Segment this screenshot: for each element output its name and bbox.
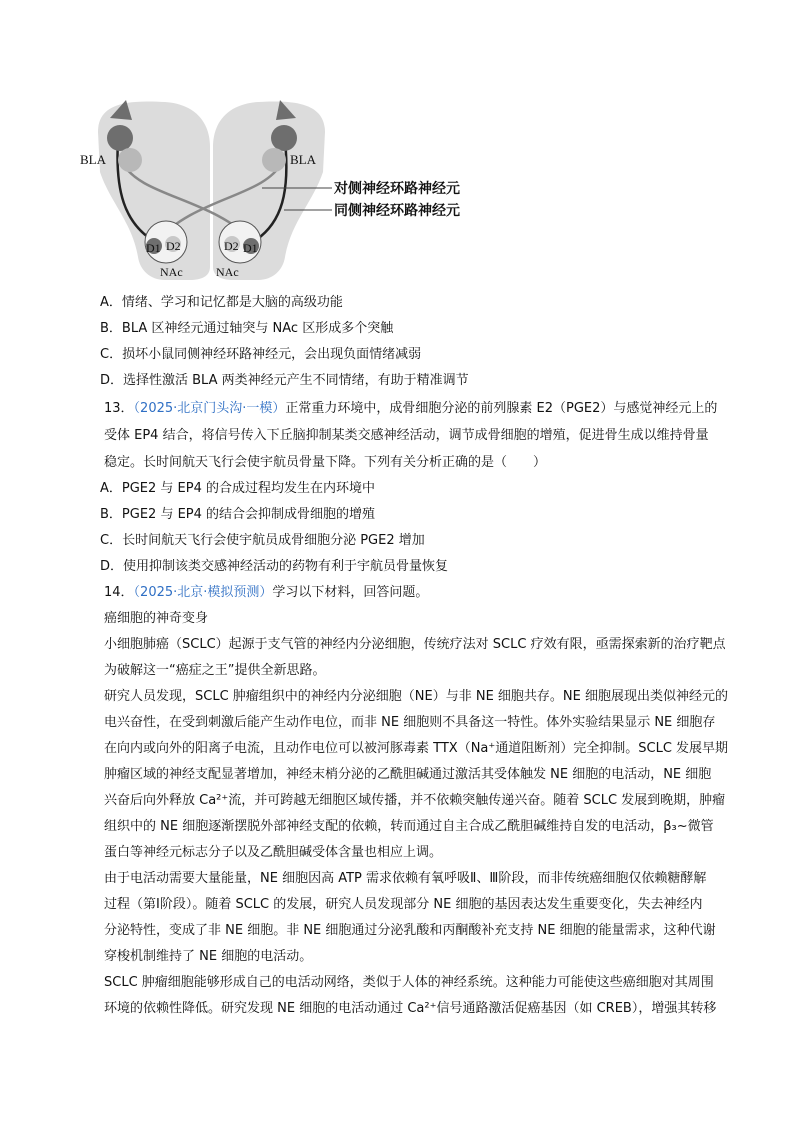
q13-stem-line1 — [104, 399, 717, 419]
right-d1-label: D1 — [243, 241, 258, 255]
q14-passage-line: 研究人员发现，SCLC 肿瘤组织中的神经内分泌细胞（NE）与非 NE 细胞共存。NE 细胞展现出类似神经元的 — [104, 689, 728, 704]
q12-option-c: C．损坏小鼠同侧神经环路神经元，会出现负面情绪减弱 — [100, 347, 422, 362]
q13-source: （2025·北京门头沟·一模） — [133, 401, 286, 416]
q13-stem-line3: 稳定。长时间航天飞行会使宇航员骨量下降。下列有关分析正确的是（ ） — [104, 455, 547, 470]
q12-option-b: B．BLA 区神经元通过轴突与 NAc 区形成多个突触 — [100, 321, 394, 336]
q14-passage-line: 分泌特性，变成了非 NE 细胞。非 NE 细胞通过分泌乳酸和丙酮酸补充支持 NE 细胞的能量需求，这种代谢 — [104, 923, 716, 938]
q14-passage-line: 兴奋后向外释放 Ca²⁺流，并可跨越无细胞区域传播，并不依赖突触传递兴奋。随着 SCLC 发展到晚期，肿瘤 — [104, 793, 726, 808]
brain-circuit-diagram — [70, 92, 510, 282]
q13-option-a: A．PGE2 与 EP4 的合成过程均发生在内环境中 — [100, 481, 376, 496]
q14-number: 14． — [104, 585, 134, 600]
right-bla-label: BLA — [290, 152, 316, 167]
q14-passage-line: 肿瘤区域的神经支配显著增加，神经末梢分泌的乙酰胆碱通过激活其受体触发 NE 细胞的电活动，NE 细胞 — [104, 767, 712, 782]
left-neuron-light — [118, 148, 142, 172]
q14-passage-line: 小细胞肺癌（SCLC）起源于支气管的神经内分泌细胞，传统疗法对 SCLC 疗效有限，亟需探索新的治疗靶点 — [104, 637, 726, 652]
q14-passage-line: 在向内或向外的阳离子电流，且动作电位可以被河豚毒素 TTX（Na⁺通道阻断剂）完全抑制。SCLC 发展早期 — [104, 741, 729, 756]
q13-stem-line2: 受体 EP4 结合，将信号传入下丘脑抑制某类交感神经活动，调节成骨细胞的增殖，促进骨生成以维持骨量 — [104, 428, 709, 443]
q13-number: 13． — [104, 401, 134, 416]
q14-passage-line: 电兴奋性，在受到刺激后能产生动作电位，而非 NE 细胞则不具备这一特性。体外实验结果显示 NE 细胞存 — [104, 715, 716, 730]
q14-passage-line: SCLC 肿瘤细胞能够形成自己的电活动网络，类似于人体的神经系统。这种能力可能使这些癌细胞对其周围 — [104, 975, 714, 990]
q14-passage-title: 癌细胞的神奇变身 — [104, 611, 209, 626]
q14-passage-line: 组织中的 NE 细胞逐渐摆脱外部神经支配的依赖，转而通过自主合成乙酰胆碱维持自发的电活动，β₃~微管 — [104, 819, 714, 834]
left-nac-label: NAc — [160, 265, 183, 279]
q14-passage-line: 环境的依赖性降低。研究发现 NE 细胞的电活动通过 Ca²⁺信号通路激活促癌基因（如 CREB），增强其转移 — [104, 1001, 717, 1016]
q13-option-d: D．使用抑制该类交感神经活动的药物有利于宇航员骨量恢复 — [100, 559, 449, 574]
q12-option-d: D．选择性激活 BLA 两类神经元产生不同情绪，有助于精准调节 — [100, 373, 469, 388]
contralateral-legend-label: 对侧神经环路神经元 — [334, 181, 460, 197]
q13-text-line1: 正常重力环境中，成骨细胞分泌的前列腺素 E2（PGE2）与感觉神经元上的 — [285, 401, 718, 416]
q12-option-a: A．情绪、学习和记忆都是大脑的高级功能 — [100, 295, 343, 310]
left-d1-label: D1 — [146, 241, 161, 255]
q14-intro: 学习以下材料，回答问题。 — [272, 585, 429, 600]
right-d2-label: D2 — [224, 239, 239, 253]
left-neuron-dark — [107, 125, 133, 151]
right-neuron-light — [262, 148, 286, 172]
q14-passage-line: 为破解这一“癌症之王”提供全新思路。 — [104, 663, 326, 678]
q14-passage-line: 穿梭机制维持了 NE 细胞的电活动。 — [104, 949, 313, 964]
ipsilateral-legend-label: 同侧神经环路神经元 — [334, 203, 460, 219]
right-nac-label: NAc — [216, 265, 239, 279]
q14-passage-line: 蛋白等神经元标志分子以及乙酰胆碱受体含量也相应上调。 — [104, 845, 443, 860]
left-d2-label: D2 — [166, 239, 181, 253]
q14-source: （2025·北京·模拟预测） — [133, 585, 273, 600]
q14-passage-line: 由于电活动需要大量能量，NE 细胞因高 ATP 需求依赖有氧呼吸Ⅱ、Ⅲ阶段，而非传统癌细胞仅依赖糖酵解 — [104, 871, 707, 886]
q14-header — [104, 583, 428, 603]
q14-passage-line: 过程（第Ⅰ阶段）。随着 SCLC 的发展，研究人员发现部分 NE 细胞的基因表达发生重要变化，失去神经内 — [104, 897, 703, 912]
left-bla-label: BLA — [80, 152, 106, 167]
q13-option-c: C．长时间航天飞行会使宇航员成骨细胞分泌 PGE2 增加 — [100, 533, 425, 548]
right-neuron-dark — [271, 125, 297, 151]
q13-option-b: B．PGE2 与 EP4 的结合会抑制成骨细胞的增殖 — [100, 507, 376, 522]
